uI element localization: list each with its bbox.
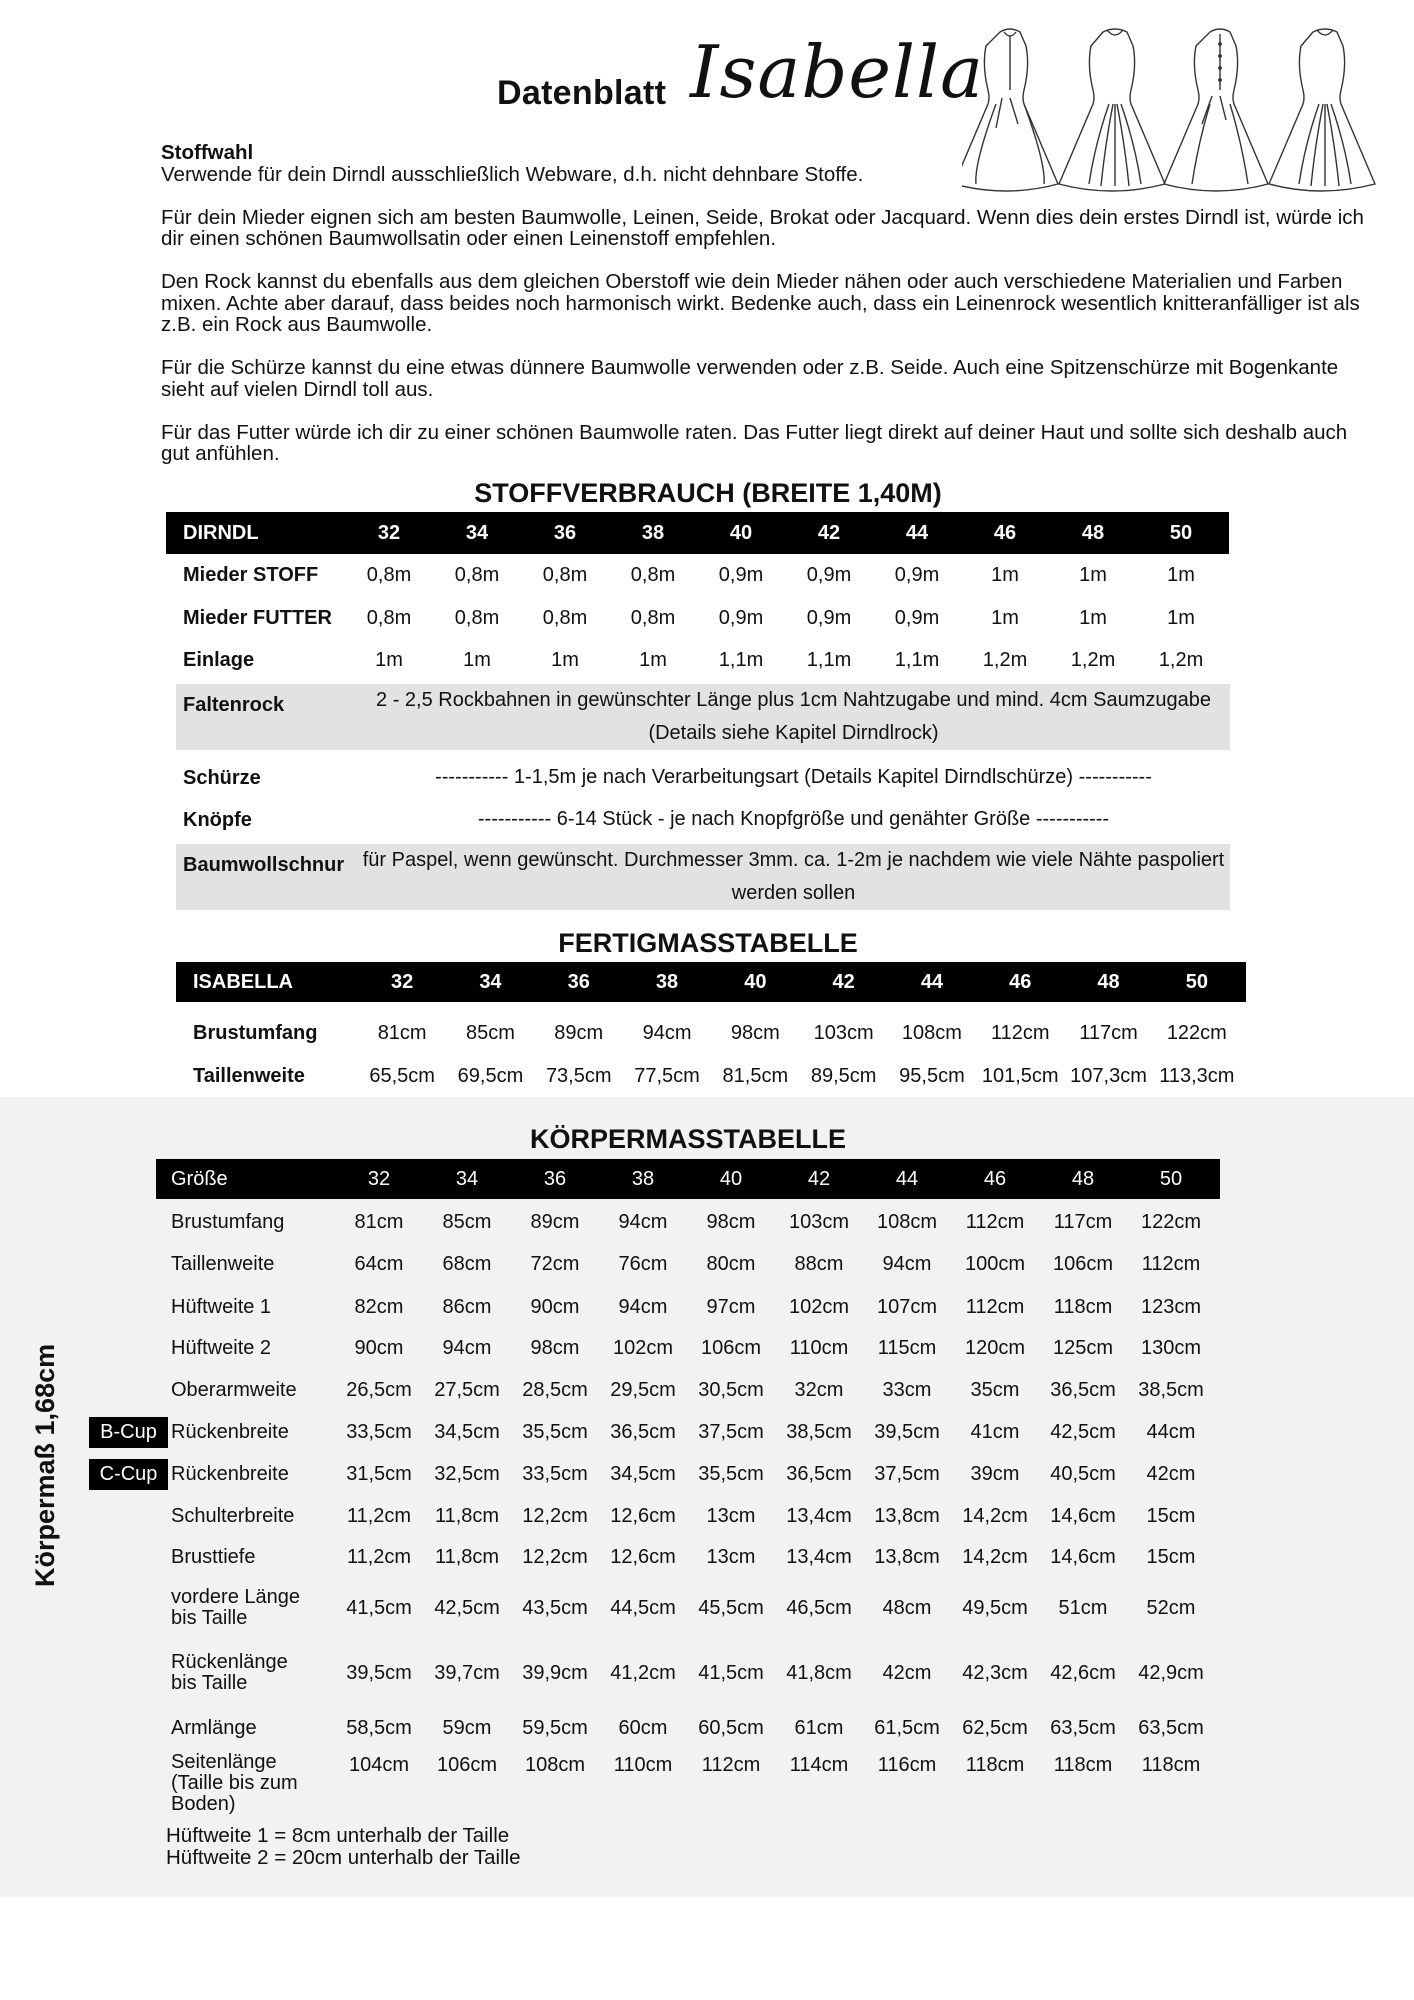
table-cell: 60,5cm: [698, 1716, 764, 1739]
row-label: Faltenrock: [183, 693, 285, 716]
table-cell: 11,2cm: [346, 1504, 412, 1527]
table-cell: 13cm: [706, 1545, 756, 1568]
table-cell: 33,5cm: [522, 1462, 588, 1485]
size-header: 44: [905, 521, 929, 544]
table-cell: 33,5cm: [346, 1420, 412, 1443]
row-label: Rückenbreite: [171, 1420, 289, 1443]
table-cell: 58,5cm: [346, 1716, 412, 1739]
table-cell: 112cm: [965, 1210, 1025, 1233]
table-cell: 12,2cm: [522, 1504, 588, 1527]
hip-note: Hüftweite 2 = 20cm unterhalb der Taille: [166, 1846, 521, 1869]
table-row: [156, 1580, 1220, 1636]
size-header: 34: [479, 970, 502, 993]
table-cell: 33cm: [882, 1378, 932, 1401]
table-cell: 0,9m: [894, 563, 940, 586]
table-row: [156, 1750, 1220, 1815]
table-cell: 94cm: [618, 1210, 668, 1233]
size-header: 50: [1159, 1167, 1183, 1190]
table-cell: 36,5cm: [1050, 1378, 1116, 1401]
size-header: 42: [807, 1167, 831, 1190]
table-cell: 76cm: [618, 1252, 668, 1275]
table-cell: 42,6cm: [1050, 1661, 1116, 1684]
row-label: Mieder FUTTER: [183, 606, 332, 629]
row-label: [171, 1645, 346, 1701]
intro-paragraph: Für die Schürze kannst du eine etwas dünnere Baumwolle verwenden oder z.B. Seide. Auch eine Spitzenschürze mit Bogenkante sieht auf vielen Dirndl toll aus.: [161, 356, 1339, 401]
table-cell: 48cm: [882, 1596, 932, 1619]
table-cell: 112cm: [1141, 1252, 1201, 1275]
page-title: Datenblatt: [497, 74, 667, 112]
row-label-line: vordere Länge: [171, 1586, 300, 1608]
size-header: 42: [832, 970, 855, 993]
size-header: 40: [744, 970, 767, 993]
table-cell: 120cm: [964, 1336, 1026, 1359]
row-label: Einlage: [183, 648, 255, 671]
size-header: 44: [895, 1167, 919, 1190]
intro-paragraph: Für dein Mieder eignen sich am besten Baumwolle, Leinen, Seide, Brokat oder Jacquard. Wenn dies dein erstes Dirndl ist, würde ich dir einen schönen Baumwollsatin oder einen Leinenstoff empfehlen.: [161, 205, 1364, 250]
table-row: [176, 844, 1230, 910]
table-cell: 101,5cm: [981, 1064, 1059, 1087]
size-header: 36: [567, 970, 590, 993]
row-label: Rückenbreite: [171, 1462, 289, 1485]
table-cell: 85cm: [442, 1210, 492, 1233]
table-row: [156, 1244, 1220, 1284]
table-cell: 61,5cm: [874, 1716, 940, 1739]
table-cell: 81cm: [377, 1021, 427, 1044]
table-cell: 106cm: [436, 1754, 498, 1776]
table-cell: 118cm: [1053, 1754, 1113, 1776]
table-cell: 110cm: [789, 1336, 849, 1359]
table-row: [156, 1287, 1220, 1327]
table-cell: 0,9m: [806, 563, 852, 586]
table-cell: 102cm: [612, 1336, 674, 1359]
table-cell: 1m: [1079, 606, 1107, 629]
table-cell: 42,9cm: [1138, 1661, 1204, 1684]
table-cell: 94cm: [882, 1252, 932, 1275]
table-row: [156, 1412, 1220, 1452]
table-cell: 104cm: [348, 1754, 410, 1776]
table-cell: 36,5cm: [786, 1462, 852, 1485]
table-cell: 94cm: [618, 1295, 668, 1318]
table-cell: 30,5cm: [698, 1378, 764, 1401]
table-cell: 28,5cm: [522, 1378, 588, 1401]
table-cell: 103cm: [813, 1021, 874, 1044]
table-cell: 37,5cm: [698, 1420, 764, 1443]
table-cell: 35,5cm: [522, 1420, 588, 1443]
table-cell: 13,8cm: [874, 1545, 940, 1568]
table-cell: 43,5cm: [522, 1596, 588, 1619]
table-row: [156, 1708, 1220, 1748]
table-row: [176, 684, 1230, 750]
size-header: 50: [1169, 521, 1193, 544]
size-header: 34: [455, 1167, 479, 1190]
table-cell: 114cm: [789, 1754, 849, 1776]
intro-paragraph: Für das Futter würde ich dir zu einer schönen Baumwolle raten. Das Futter liegt direkt auf deiner Haut und sollte sich deshalb auch gut anfühlen.: [161, 420, 1348, 465]
table-cell: 106cm: [700, 1336, 762, 1359]
row-label-line: bis Taille: [171, 1672, 248, 1694]
table-header: [176, 962, 1246, 1002]
table-cell: 44cm: [1146, 1420, 1196, 1443]
row-label-line: bis Taille: [171, 1607, 248, 1629]
table-cell: 108cm: [901, 1021, 962, 1044]
table-cell: 1m: [1079, 563, 1107, 586]
table-cell: 68cm: [442, 1252, 492, 1275]
table-cell: 89cm: [530, 1210, 580, 1233]
table-cell: 42cm: [882, 1661, 932, 1684]
table-cell: 41,5cm: [346, 1596, 412, 1619]
table-cell: 42,3cm: [962, 1661, 1028, 1684]
size-header: 32: [377, 521, 401, 544]
table-row: [176, 1055, 1246, 1097]
table-cell: 98cm: [730, 1021, 780, 1044]
table-cell: 12,6cm: [610, 1545, 676, 1568]
table-cell: 118cm: [965, 1754, 1025, 1776]
table-cell: 37,5cm: [874, 1462, 940, 1485]
row-label: [171, 1580, 346, 1636]
table-row: [156, 1328, 1220, 1368]
table-cell: 108cm: [876, 1210, 938, 1233]
size-header: 38: [655, 970, 679, 993]
table-cell: 0,9m: [718, 606, 764, 629]
table-cell: 112cm: [701, 1754, 761, 1776]
row-text: ----------- 6-14 Stück - je nach Knopfgröße und genähter Größe -----------: [477, 808, 1110, 830]
size-header: 48: [1071, 1167, 1095, 1190]
table-cell: 1,1m: [718, 648, 764, 671]
table-cell: 41,8cm: [786, 1661, 852, 1684]
table-cell: 39,5cm: [346, 1661, 412, 1684]
table-cell: 117cm: [1053, 1210, 1113, 1233]
table-cell: 46,5cm: [786, 1596, 852, 1619]
table-cell: 13cm: [706, 1504, 756, 1527]
row-label: Knöpfe: [183, 808, 252, 831]
table-cell: 39cm: [970, 1462, 1020, 1485]
table-cell: 77,5cm: [634, 1064, 700, 1087]
table-cell: 112cm: [990, 1021, 1050, 1044]
row-label: Armlänge: [171, 1716, 257, 1739]
table-row: [156, 1454, 1220, 1494]
table-cell: 81,5cm: [722, 1064, 789, 1087]
table-cell: 32,5cm: [434, 1462, 500, 1485]
table-cell: 62,5cm: [962, 1716, 1028, 1739]
size-header: 36: [543, 1167, 567, 1190]
table-cell: 0,8m: [366, 606, 412, 629]
table-row: [156, 1645, 1220, 1701]
table-cell: 12,6cm: [610, 1504, 676, 1527]
table-cell: 98cm: [706, 1210, 756, 1233]
table-cell: 64cm: [354, 1252, 404, 1275]
table-cell: 39,9cm: [522, 1661, 588, 1684]
row-label: Taillenweite: [171, 1252, 275, 1275]
table-cell: 1m: [991, 606, 1019, 629]
table-cell: 39,7cm: [434, 1661, 500, 1684]
table-cell: 35cm: [970, 1378, 1020, 1401]
table-cell: 94cm: [642, 1021, 692, 1044]
table-cell: 108cm: [524, 1754, 586, 1776]
header-label: DIRNDL: [183, 521, 259, 544]
table-cell: 0,8m: [542, 563, 588, 586]
table-cell: 107,3cm: [1070, 1064, 1147, 1087]
table-row: [156, 1537, 1220, 1577]
table-cell: 0,8m: [630, 563, 676, 586]
fabric-consumption-title: STOFFVERBRAUCH (BREITE 1,40M): [474, 478, 942, 508]
table-cell: 12,2cm: [522, 1545, 588, 1568]
table-cell: 94cm: [442, 1336, 492, 1359]
table-cell: 13,4cm: [786, 1545, 852, 1568]
size-header: 48: [1097, 970, 1120, 993]
table-cell: 34,5cm: [434, 1420, 500, 1443]
hip-notes: [166, 1825, 521, 1869]
cup-badge: B-Cup: [89, 1417, 168, 1448]
table-row: [176, 799, 1230, 841]
table-cell: 1m: [1167, 563, 1195, 586]
table-cell: 73,5cm: [545, 1064, 612, 1087]
table-cell: 0,8m: [630, 606, 676, 629]
table-cell: 90cm: [354, 1336, 404, 1359]
table-row: [176, 757, 1230, 799]
table-cell: 115cm: [877, 1336, 937, 1359]
table-cell: 116cm: [877, 1754, 937, 1776]
table-cell: 11,8cm: [434, 1504, 500, 1527]
table-cell: 82cm: [354, 1295, 404, 1318]
size-header: 36: [553, 521, 577, 544]
table-cell: 86cm: [442, 1295, 492, 1318]
table-cell: 29,5cm: [610, 1378, 676, 1401]
row-label: Taillenweite: [193, 1064, 305, 1087]
table-cell: 40,5cm: [1050, 1462, 1116, 1485]
table-cell: 1,2m: [1070, 648, 1116, 671]
row-text: 2 - 2,5 Rockbahnen in gewünschter Länge plus 1cm Nahtzugabe und mind. 4cm Saumzugabe (Details siehe Kapitel Dirndlrock): [376, 689, 1211, 744]
table-cell: 15cm: [1146, 1545, 1196, 1568]
row-text: ----------- 1-1,5m je nach Verarbeitungsart (Details Kapitel Dirndlschürze) -----------: [435, 766, 1152, 788]
table-cell: 14,6cm: [1050, 1504, 1116, 1527]
size-header: 46: [1009, 970, 1032, 993]
table-cell: 41cm: [970, 1420, 1020, 1443]
row-label-line: Rückenlänge: [171, 1651, 288, 1673]
table-cell: 110cm: [613, 1754, 673, 1776]
table-cell: 117cm: [1079, 1021, 1138, 1044]
table-cell: 1m: [639, 648, 667, 671]
table-header: [156, 1159, 1220, 1199]
table-cell: 13,4cm: [786, 1504, 852, 1527]
row-label: Baumwollschnur: [183, 853, 345, 876]
size-header: 40: [729, 521, 753, 544]
table-cell: 1,1m: [806, 648, 852, 671]
intro-paragraph: Verwende für dein Dirndl ausschließlich Webware, d.h. nicht dehnbare Stoffe.: [161, 162, 864, 186]
table-cell: 11,2cm: [346, 1545, 412, 1568]
size-header: 32: [367, 1167, 391, 1190]
table-cell: 39,5cm: [874, 1420, 940, 1443]
table-cell: 72cm: [530, 1252, 580, 1275]
table-cell: 0,8m: [454, 606, 500, 629]
table-cell: 26,5cm: [346, 1378, 412, 1401]
table-cell: 88cm: [794, 1252, 844, 1275]
size-header: 42: [817, 521, 841, 544]
table-cell: 1m: [463, 648, 491, 671]
row-label: Hüftweite 2: [171, 1336, 272, 1359]
size-header: 46: [983, 1167, 1007, 1190]
table-cell: 27,5cm: [434, 1378, 500, 1401]
body-measurements-title: KÖRPERMASSTABELLE: [529, 1124, 846, 1154]
fabric-choice-heading: Stoffwahl: [161, 141, 254, 164]
table-cell: 35,5cm: [698, 1462, 764, 1485]
header-label: ISABELLA: [193, 970, 293, 993]
size-header: 40: [719, 1167, 743, 1190]
table-cell: 44,5cm: [610, 1596, 676, 1619]
table-row: [156, 1496, 1220, 1536]
row-label: Brustumfang: [193, 1021, 318, 1044]
table-cell: 65,5cm: [369, 1064, 435, 1087]
table-cell: 14,2cm: [962, 1504, 1028, 1527]
table-cell: 60cm: [618, 1716, 668, 1739]
table-header: [166, 512, 1229, 554]
size-header: 44: [920, 970, 944, 993]
table-cell: 15cm: [1146, 1504, 1196, 1527]
table-cell: 107cm: [876, 1295, 938, 1318]
table-cell: 1m: [551, 648, 579, 671]
row-label: Schürze: [183, 766, 261, 789]
row-label-line: (Taille bis zum Boden): [171, 1772, 298, 1815]
table-cell: 118cm: [1053, 1295, 1113, 1318]
table-cell: 49,5cm: [962, 1596, 1028, 1619]
table-cell: 1,2m: [1158, 648, 1204, 671]
row-label: Schulterbreite: [171, 1504, 295, 1527]
row-label: Brusttiefe: [171, 1545, 256, 1568]
fabric-choice-section: [161, 142, 1381, 486]
table-cell: 113,3cm: [1159, 1064, 1235, 1087]
table-row: [156, 1202, 1220, 1242]
hip-note: Hüftweite 1 = 8cm unterhalb der Taille: [166, 1824, 510, 1847]
pattern-name: Isabella: [690, 30, 984, 114]
table-row: [156, 1370, 1220, 1410]
table-cell: 11,8cm: [434, 1545, 500, 1568]
table-cell: 45,5cm: [698, 1596, 764, 1619]
table-cell: 118cm: [1141, 1754, 1201, 1776]
table-row: [166, 639, 1229, 681]
table-cell: 130cm: [1140, 1336, 1202, 1359]
cup-badge: C-Cup: [89, 1459, 168, 1490]
table-cell: 69,5cm: [457, 1064, 524, 1087]
table-cell: 14,2cm: [962, 1545, 1028, 1568]
row-text: für Paspel, wenn gewünscht. Durchmesser 3mm. ca. 1-2m je nachdem wie viele Nähte paspoliert werden sollen: [362, 849, 1225, 904]
table-cell: 14,6cm: [1050, 1545, 1116, 1568]
size-header: 48: [1081, 521, 1105, 544]
table-cell: 100cm: [964, 1252, 1026, 1275]
table-cell: 0,9m: [806, 606, 852, 629]
table-row: [166, 554, 1229, 596]
table-cell: 32cm: [794, 1378, 844, 1401]
table-cell: 34,5cm: [610, 1462, 676, 1485]
table-cell: 97cm: [706, 1295, 756, 1318]
size-header: 50: [1185, 970, 1208, 993]
table-cell: 63,5cm: [1138, 1716, 1204, 1739]
size-header: 38: [631, 1167, 655, 1190]
table-cell: 80cm: [706, 1252, 756, 1275]
table-cell: 125cm: [1052, 1336, 1114, 1359]
table-cell: 0,9m: [718, 563, 764, 586]
table-cell: 0,8m: [366, 563, 412, 586]
table-cell: 122cm: [1140, 1210, 1202, 1233]
finished-measurements-title: FERTIGMASSTABELLE: [558, 928, 858, 958]
table-cell: 0,8m: [542, 606, 588, 629]
table-cell: 42,5cm: [1050, 1420, 1116, 1443]
table-cell: 122cm: [1166, 1021, 1227, 1044]
table-cell: 63,5cm: [1050, 1716, 1116, 1739]
intro-paragraph: Den Rock kannst du ebenfalls aus dem gleichen Oberstoff wie dein Mieder nähen oder auch verschiedene Materialien und Farben mixen. Achte aber darauf, dass beides noch harmonisch wirkt. Bedenke auch, dass ein Leinenrock wesentlich knitteranfälliger ist als z.B. ein Rock aus Baumwolle.: [161, 270, 1360, 336]
size-header: 34: [465, 521, 489, 544]
size-header: 46: [993, 521, 1017, 544]
table-cell: 38,5cm: [786, 1420, 852, 1443]
table-cell: 81cm: [354, 1210, 404, 1233]
row-label: Mieder STOFF: [183, 563, 319, 586]
table-cell: 112cm: [965, 1295, 1025, 1318]
size-header: 38: [641, 521, 665, 544]
row-label: Hüftweite 1: [171, 1295, 272, 1318]
table-cell: 59,5cm: [522, 1716, 588, 1739]
table-cell: 0,8m: [454, 563, 500, 586]
size-header: 32: [391, 970, 414, 993]
table-row: [176, 1012, 1246, 1054]
table-cell: 1m: [1167, 606, 1195, 629]
table-cell: 0,9m: [894, 606, 940, 629]
table-row: [166, 597, 1229, 639]
table-cell: 41,2cm: [610, 1661, 676, 1684]
table-cell: 59cm: [442, 1716, 492, 1739]
table-cell: 1m: [991, 563, 1019, 586]
table-cell: 36,5cm: [610, 1420, 676, 1443]
row-label-line: Seitenlänge: [171, 1751, 277, 1773]
table-cell: 98cm: [530, 1336, 580, 1359]
row-label: Brustumfang: [171, 1210, 285, 1233]
table-cell: 123cm: [1140, 1295, 1202, 1318]
table-cell: 89cm: [554, 1021, 604, 1044]
table-cell: 31,5cm: [346, 1462, 412, 1485]
table-cell: 85cm: [465, 1021, 515, 1044]
table-cell: 95,5cm: [899, 1064, 965, 1087]
row-label: [171, 1750, 346, 1815]
table-cell: 52cm: [1146, 1596, 1196, 1619]
table-cell: 42,5cm: [434, 1596, 500, 1619]
table-cell: 1m: [375, 648, 403, 671]
table-cell: 106cm: [1052, 1252, 1114, 1275]
table-cell: 61cm: [794, 1716, 844, 1739]
header-label: Größe: [171, 1167, 228, 1190]
table-cell: 1,2m: [982, 648, 1028, 671]
table-cell: 103cm: [788, 1210, 850, 1233]
table-cell: 102cm: [788, 1295, 850, 1318]
table-cell: 51cm: [1058, 1596, 1108, 1619]
table-cell: 42cm: [1146, 1462, 1196, 1485]
table-cell: 13,8cm: [874, 1504, 940, 1527]
table-cell: 38,5cm: [1138, 1378, 1204, 1401]
row-label: Oberarmweite: [171, 1378, 297, 1401]
table-cell: 1,1m: [894, 648, 940, 671]
table-cell: 89,5cm: [810, 1064, 877, 1087]
table-cell: 41,5cm: [698, 1661, 764, 1684]
table-cell: 90cm: [530, 1295, 580, 1318]
